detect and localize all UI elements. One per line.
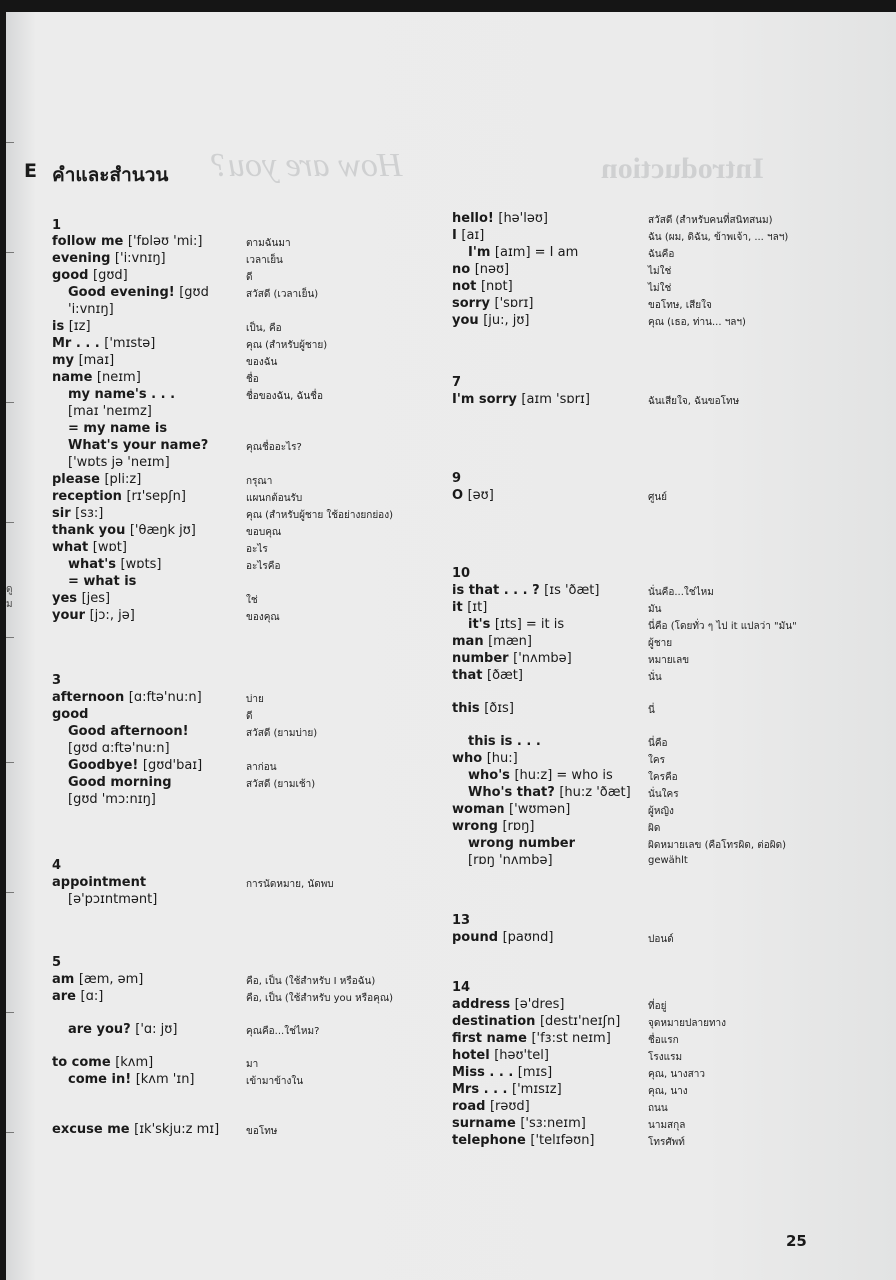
vocab-pronunciation: [gʊd	[179, 285, 209, 300]
vocab-word: your	[52, 608, 86, 623]
vocab-entry	[68, 421, 167, 436]
vocab-pronunciation: [maɪ 'neɪmz]	[68, 404, 152, 419]
dictionary-page	[6, 12, 896, 1280]
vocab-pronunciation: [wɒts]	[120, 557, 162, 572]
vocab-translation: สวัสดี (ยามเช้า)	[246, 779, 316, 790]
vocab-word: wrong	[452, 819, 498, 834]
binding-edge	[6, 132, 14, 1232]
vocab-translation: คุณ (สำหรับผู้ชาย)	[246, 340, 328, 351]
vocab-word: excuse me	[52, 1122, 130, 1137]
vocab-translation: โรงแรม	[648, 1052, 683, 1063]
vocab-word: Good morning	[68, 775, 172, 790]
vocab-entry	[68, 404, 152, 419]
vocab-pronunciation: [jes]	[81, 591, 111, 606]
vocab-entry	[452, 930, 553, 945]
vocab-pronunciation: [pli:z]	[104, 472, 142, 487]
vocab-pronunciation: [ɑ:ftə'nu:n]	[128, 690, 202, 705]
vocab-entry	[68, 387, 175, 402]
vocab-pronunciation: [mæn]	[488, 634, 532, 649]
vocab-word: what	[52, 540, 89, 555]
page-number: 25	[786, 1232, 807, 1250]
vocab-pronunciation: [gʊd ɑ:ftə'nu:n]	[68, 741, 170, 756]
vocab-pronunciation: [maɪ]	[78, 353, 115, 368]
vocab-pronunciation: ['sɜ:neɪm]	[520, 1116, 586, 1131]
vocab-word: afternoon	[52, 690, 125, 705]
vocab-entry	[452, 1031, 611, 1046]
vocab-entry	[68, 574, 136, 589]
margin-mark: ดู	[6, 584, 13, 595]
vocab-translation: เป็น, คือ	[246, 323, 282, 334]
vocab-word: to come	[52, 1055, 111, 1070]
vocab-entry	[52, 506, 103, 521]
vocab-translation: ของคุณ	[246, 612, 280, 623]
vocab-word: it	[452, 600, 463, 615]
vocab-entry	[68, 455, 170, 470]
vocab-word: who's	[468, 768, 510, 783]
vocab-entry	[52, 591, 110, 606]
vocab-word: hotel	[452, 1048, 490, 1063]
vocab-entry	[68, 775, 172, 790]
vocab-word: my	[52, 353, 75, 368]
vocab-translation: ใคร	[648, 755, 665, 766]
bleed-through-title: How are you?	[211, 147, 403, 184]
vocab-entry	[52, 523, 196, 538]
vocab-entry	[452, 1082, 562, 1097]
vocab-pronunciation: 'i:vnɪŋ]	[68, 302, 114, 317]
vocab-translation: นี่คือ (โดยทั่ว ๆ ไป it แปลว่า "มัน"	[648, 621, 797, 632]
vocab-pronunciation: [aɪm 'sɒrɪ]	[521, 392, 590, 407]
vocab-pronunciation: [ə'dres]	[514, 997, 565, 1012]
vocab-entry	[52, 875, 146, 890]
vocab-word: man	[452, 634, 484, 649]
vocab-pronunciation: ['i:vnɪŋ]	[114, 251, 166, 266]
vocab-entry	[52, 972, 143, 987]
vocab-word: pound	[452, 930, 499, 945]
vocab-pronunciation: [ɪz]	[68, 319, 91, 334]
vocab-entry	[452, 228, 484, 243]
vocab-pronunciation: [gʊd'baɪ]	[142, 758, 203, 773]
vocab-translation: เวลาเย็น	[246, 255, 283, 266]
vocab-word: O	[452, 488, 464, 503]
vocab-word: good	[52, 268, 89, 283]
vocab-word: good	[52, 707, 89, 722]
vocab-pronunciation: [ɪts] = it is	[494, 617, 565, 632]
vocab-pronunciation: [ɪs 'ðæt]	[544, 583, 600, 598]
vocab-pronunciation: ['wɒts jə 'neɪm]	[68, 455, 170, 470]
vocab-pronunciation: ['ɑ: jʊ]	[135, 1022, 178, 1037]
vocab-pronunciation: [ju:, jʊ]	[483, 313, 530, 328]
vocab-translation: คือ, เป็น (ใช้สำหรับ you หรือคุณ)	[246, 993, 394, 1004]
vocab-entry	[452, 1014, 620, 1029]
vocab-word: hello!	[452, 211, 494, 226]
section-number: 5	[52, 955, 62, 970]
vocab-entry	[452, 751, 518, 766]
vocab-translation: ถนน	[648, 1103, 668, 1114]
vocab-word: telephone	[452, 1133, 526, 1148]
vocab-entry	[452, 651, 572, 666]
vocab-translation: การนัดหมาย, นัดพบ	[246, 879, 334, 890]
vocab-word: that	[452, 668, 483, 683]
vocab-entry	[68, 285, 209, 300]
vocab-translation: ใครคือ	[648, 772, 678, 783]
vocab-translation: นั่น	[648, 672, 662, 683]
vocab-entry	[52, 608, 135, 623]
vocab-translation: ดี	[246, 711, 253, 722]
vocab-entry	[68, 758, 202, 773]
vocab-entry	[68, 1072, 195, 1087]
vocab-word: wrong number	[468, 836, 576, 851]
margin-mark: ม	[6, 599, 13, 610]
vocab-pronunciation: [wɒt]	[92, 540, 127, 555]
vocab-entry	[452, 634, 532, 649]
vocab-word: Goodbye!	[68, 758, 139, 773]
vocab-word: = my name is	[68, 421, 168, 436]
vocab-entry	[52, 1122, 219, 1137]
vocab-pronunciation: ['θæŋk jʊ]	[129, 523, 196, 538]
vocab-word: Mrs . . .	[452, 1082, 508, 1097]
vocab-translation: คือ, เป็น (ใช้สำหรับ I หรือฉัน)	[246, 976, 376, 987]
vocab-translation: ตามฉันมา	[246, 238, 291, 249]
vocab-translation: คุณ, นาง	[648, 1086, 688, 1097]
vocab-entry	[452, 296, 533, 311]
vocab-pronunciation: [hu:]	[486, 751, 518, 766]
vocab-word: name	[52, 370, 93, 385]
vocab-entry	[452, 819, 534, 834]
vocab-entry	[68, 741, 170, 756]
vocab-translation: ดี	[246, 272, 253, 283]
section-title: คำและสำนวน	[52, 164, 169, 186]
vocab-word: it's	[468, 617, 491, 632]
vocab-word: please	[52, 472, 100, 487]
vocab-translation: gewählt	[648, 855, 688, 866]
vocab-pronunciation: [nəʊ]	[474, 262, 510, 277]
vocab-translation: ปอนด์	[648, 934, 674, 945]
vocab-entry	[468, 245, 578, 260]
vocab-entry	[68, 557, 161, 572]
vocab-entry	[52, 336, 155, 351]
vocab-entry	[452, 802, 570, 817]
vocab-entry	[68, 724, 189, 739]
vocab-translation: ไม่ใช่	[648, 283, 672, 294]
vocab-word: Mr . . .	[52, 336, 100, 351]
vocab-entry	[452, 1116, 586, 1131]
vocab-entry	[452, 997, 564, 1012]
vocab-pronunciation: [nɒt]	[480, 279, 513, 294]
vocab-translation: ฉันเสียใจ, ฉันขอโทษ	[648, 396, 740, 407]
vocab-pronunciation: ['telɪfəʊn]	[530, 1133, 595, 1148]
vocab-word: come in!	[68, 1072, 132, 1087]
vocab-entry	[52, 268, 128, 283]
vocab-word: not	[452, 279, 477, 294]
vocab-pronunciation: [ðɪs]	[484, 701, 514, 716]
vocab-pronunciation: [destɪ'neɪʃn]	[539, 1014, 621, 1029]
vocab-translation: นี่	[648, 705, 655, 716]
vocab-word: what's	[68, 557, 116, 572]
vocab-pronunciation: ['nʌmbə]	[513, 651, 572, 666]
vocab-word: yes	[52, 591, 78, 606]
vocab-translation: ผู้หญิง	[648, 806, 674, 817]
vocab-entry	[452, 488, 494, 503]
vocab-word: I'm	[468, 245, 491, 260]
vocab-word: surname	[452, 1116, 516, 1131]
vocab-translation: ศูนย์	[648, 492, 668, 503]
vocab-pronunciation: [ɪk'skju:z mɪ]	[134, 1122, 220, 1137]
vocab-entry	[452, 313, 529, 328]
vocab-word: are	[52, 989, 77, 1004]
vocab-pronunciation: [gʊd]	[93, 268, 128, 283]
vocab-entry	[52, 353, 114, 368]
section-number: 3	[52, 673, 62, 688]
vocab-entry	[452, 1133, 595, 1148]
vocab-entry	[68, 302, 114, 317]
vocab-entry	[452, 279, 513, 294]
vocab-entry	[52, 989, 103, 1004]
vocab-word: sorry	[452, 296, 490, 311]
vocab-pronunciation: ['mɪstə]	[104, 336, 156, 351]
section-number: 10	[452, 566, 471, 581]
vocab-pronunciation: [hə'ləʊ]	[498, 211, 548, 226]
vocab-word: What's your name?	[68, 438, 209, 453]
vocab-pronunciation: ['fɜ:st neɪm]	[531, 1031, 611, 1046]
vocab-translation: โทรศัพท์	[648, 1137, 685, 1148]
vocab-pronunciation: [aɪm] = I am	[494, 245, 579, 260]
vocab-entry	[468, 617, 564, 632]
vocab-pronunciation: [ɪt]	[467, 600, 488, 615]
vocab-translation: ชื่อของฉัน, ฉันชื่อ	[246, 391, 323, 402]
vocab-entry	[452, 392, 590, 407]
vocab-entry	[452, 211, 548, 226]
vocab-entry	[52, 1055, 153, 1070]
vocab-pronunciation: [aɪ]	[461, 228, 485, 243]
vocab-entry	[468, 768, 613, 783]
vocab-pronunciation: [neɪm]	[96, 370, 141, 385]
vocab-word: Good evening!	[68, 285, 175, 300]
section-number: 14	[452, 980, 471, 995]
vocab-word: my name's . . .	[68, 387, 176, 402]
vocab-word: is that . . . ?	[452, 583, 540, 598]
vocab-translation: ไม่ใช่	[648, 266, 672, 277]
vocab-translation: สวัสดี (สำหรับคนที่สนิทสนม)	[648, 215, 773, 226]
vocab-word: am	[52, 972, 75, 987]
vocab-word: Who's that?	[468, 785, 555, 800]
vocab-entry	[468, 853, 553, 868]
vocab-word: first name	[452, 1031, 527, 1046]
vocab-translation: จุดหมายปลายทาง	[648, 1018, 727, 1029]
vocab-word: is	[52, 319, 65, 334]
vocab-translation: ขอโทษ	[246, 1126, 278, 1137]
vocab-translation: ฉัน (ผม, ดิฉัน, ข้าพเจ้า, ... ฯลฯ)	[648, 232, 789, 243]
vocab-entry	[52, 690, 202, 705]
vocab-translation: ใช่	[246, 595, 258, 606]
vocab-pronunciation: [əʊ]	[467, 488, 494, 503]
vocab-entry	[452, 1099, 530, 1114]
vocab-translation: ลาก่อน	[246, 762, 277, 773]
vocab-pronunciation: [rɪ'sepʃn]	[126, 489, 186, 504]
vocab-entry	[52, 540, 127, 555]
vocab-word: I'm sorry	[452, 392, 517, 407]
vocab-pronunciation: [kʌm]	[115, 1055, 154, 1070]
vocab-word: number	[452, 651, 509, 666]
vocab-pronunciation: [gʊd 'mɔ:nɪŋ]	[68, 792, 156, 807]
vocab-entry	[452, 600, 487, 615]
vocab-word: evening	[52, 251, 111, 266]
vocab-word: I	[452, 228, 457, 243]
vocab-word: this	[452, 701, 480, 716]
vocab-entry	[468, 836, 575, 851]
vocab-translation: หมายเลข	[648, 655, 690, 666]
vocab-word: thank you	[52, 523, 126, 538]
vocab-pronunciation: [ɑ:]	[80, 989, 104, 1004]
vocab-entry	[52, 707, 88, 722]
vocab-entry	[452, 262, 509, 277]
vocab-pronunciation: [kʌm 'ɪn]	[135, 1072, 195, 1087]
bleed-through-heading: Introduction	[601, 152, 764, 185]
vocab-pronunciation: [paʊnd]	[502, 930, 554, 945]
vocab-word: Miss . . .	[452, 1065, 514, 1080]
vocab-translation: นี่คือ	[648, 738, 668, 749]
vocab-translation: คุณคือ...ใช่ไหม?	[246, 1026, 320, 1037]
vocab-translation: ขอบคุณ	[246, 527, 282, 538]
vocab-pronunciation: [jɔ:, jə]	[89, 608, 135, 623]
vocab-pronunciation: ['sɒrɪ]	[494, 296, 534, 311]
vocab-translation: อะไรคือ	[246, 561, 281, 572]
vocab-pronunciation: ['wʊmən]	[509, 802, 571, 817]
vocab-pronunciation: [hu:z 'ðæt]	[559, 785, 631, 800]
vocab-word: destination	[452, 1014, 536, 1029]
vocab-entry	[52, 319, 91, 334]
vocab-entry	[52, 489, 186, 504]
vocab-translation: ของฉัน	[246, 357, 278, 368]
vocab-word: = what is	[68, 574, 137, 589]
vocab-word: follow me	[52, 234, 124, 249]
vocab-entry	[68, 892, 157, 907]
vocab-translation: กรุณา	[246, 476, 273, 487]
vocab-translation: สวัสดี (เวลาเย็น)	[246, 289, 319, 300]
vocab-pronunciation: [hu:z] = who is	[514, 768, 613, 783]
vocab-word: sir	[52, 506, 71, 521]
vocab-translation: แผนกต้อนรับ	[246, 493, 303, 504]
vocab-translation: สวัสดี (ยามบ่าย)	[246, 728, 318, 739]
vocab-pronunciation: [sɜ:]	[75, 506, 104, 521]
section-number: 4	[52, 858, 62, 873]
vocab-pronunciation: [həʊ'tel]	[494, 1048, 549, 1063]
vocab-word: are you?	[68, 1022, 131, 1037]
vocab-translation: ที่อยู่	[648, 1001, 667, 1012]
vocab-entry	[452, 1048, 549, 1063]
vocab-entry	[68, 792, 156, 807]
vocab-translation: ฉันคือ	[648, 249, 675, 260]
vocab-translation: บ่าย	[246, 694, 264, 705]
vocab-translation: นั่นคือ...ใช่ไหม	[648, 587, 714, 598]
vocab-entry	[52, 234, 202, 249]
vocab-entry	[68, 1022, 177, 1037]
vocab-word: address	[452, 997, 511, 1012]
vocab-entry	[452, 583, 599, 598]
vocab-word: you	[452, 313, 479, 328]
vocab-translation: คุณ (เธอ, ท่าน... ฯลฯ)	[648, 317, 746, 328]
vocab-word: reception	[52, 489, 122, 504]
vocab-translation: คุณ (สำหรับผู้ชาย ใช้อย่างยกย่อง)	[246, 510, 393, 521]
vocab-word: woman	[452, 802, 505, 817]
vocab-pronunciation: ['fɒləʊ 'mi:]	[127, 234, 203, 249]
vocab-word: this is . . .	[468, 734, 541, 749]
vocab-translation: ชื่อแรก	[648, 1035, 679, 1046]
vocab-translation: นามสกุล	[648, 1120, 686, 1131]
vocab-entry	[452, 701, 514, 716]
section-number: 7	[452, 375, 462, 390]
vocab-pronunciation: [ə'pɔɪntmənt]	[68, 892, 158, 907]
vocab-pronunciation: ['mɪsɪz]	[512, 1082, 562, 1097]
vocab-translation: ขอโทษ, เสียใจ	[648, 300, 712, 311]
section-number: 1	[52, 218, 62, 233]
vocab-translation: ผู้ชาย	[648, 638, 673, 649]
vocab-translation: มา	[246, 1059, 259, 1070]
vocab-translation: ชื่อ	[246, 374, 259, 385]
section-number: 9	[452, 471, 462, 486]
vocab-word: road	[452, 1099, 486, 1114]
vocab-word: appointment	[52, 875, 147, 890]
vocab-translation: เข้ามาข้างใน	[246, 1076, 304, 1087]
vocab-entry	[468, 734, 541, 749]
vocab-translation: คุณ, นางสาว	[648, 1069, 705, 1080]
vocab-entry	[452, 668, 523, 683]
vocab-translation: ผิดหมายเลข (คือโทรผิด, ต่อผิด)	[648, 840, 786, 851]
vocab-entry	[452, 1065, 552, 1080]
vocab-word: no	[452, 262, 471, 277]
vocab-pronunciation: [rɒŋ]	[502, 819, 535, 834]
vocab-translation: นั่นใคร	[648, 789, 679, 800]
vocab-translation: คุณชื่ออะไร?	[246, 442, 302, 453]
vocab-entry	[68, 438, 208, 453]
vocab-translation: ผิด	[648, 823, 661, 834]
vocab-pronunciation: [rɒŋ 'nʌmbə]	[468, 853, 553, 868]
vocab-pronunciation: [mɪs]	[517, 1065, 553, 1080]
vocab-translation: อะไร	[246, 544, 268, 555]
section-letter: E	[24, 160, 37, 182]
vocab-entry	[52, 472, 141, 487]
vocab-word: Good afternoon!	[68, 724, 189, 739]
vocab-pronunciation: [rəʊd]	[489, 1099, 530, 1114]
vocab-entry	[52, 251, 166, 266]
section-number: 13	[452, 913, 471, 928]
vocab-word: who	[452, 751, 483, 766]
vocab-pronunciation: [ðæt]	[487, 668, 523, 683]
vocab-entry	[468, 785, 631, 800]
vocab-translation: มัน	[648, 604, 662, 615]
vocab-entry	[52, 370, 141, 385]
vocab-pronunciation: [æm, əm]	[78, 972, 144, 987]
